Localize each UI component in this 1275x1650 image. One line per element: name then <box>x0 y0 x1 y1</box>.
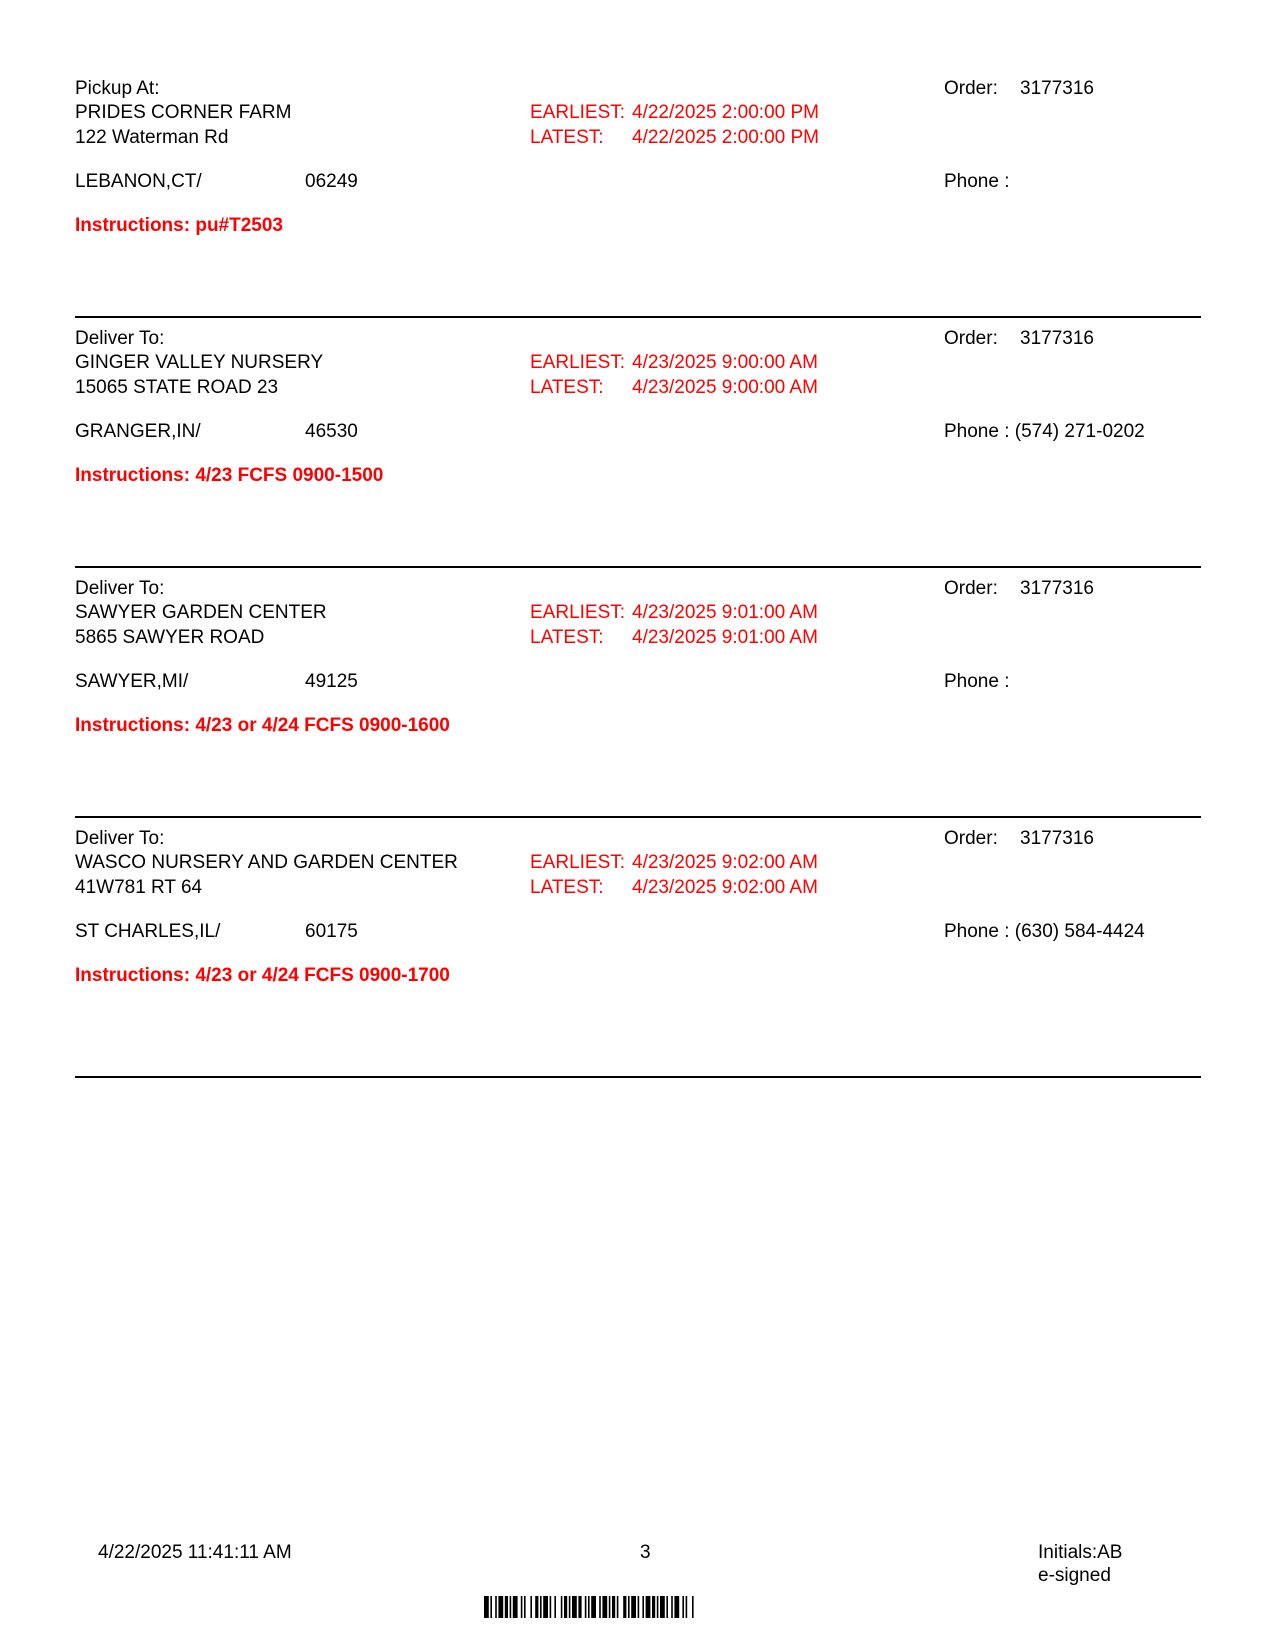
stop-city-state: ST CHARLES,IL/ <box>75 921 221 942</box>
order-label: Order: <box>944 78 998 99</box>
stop-block <box>0 320 1275 560</box>
section-divider <box>75 816 1201 818</box>
latest-label: LATEST: <box>530 877 604 898</box>
stop-instructions: Instructions: pu#T2503 <box>75 215 283 236</box>
stop-name: GINGER VALLEY NURSERY <box>75 352 324 373</box>
stop-zip: 46530 <box>305 421 358 442</box>
footer-page-number: 3 <box>640 1542 651 1563</box>
footer-initials: Initials:AB <box>1038 1542 1123 1563</box>
stop-city-state: SAWYER,MI/ <box>75 671 189 692</box>
earliest-time: 4/23/2025 9:01:00 AM <box>632 602 818 623</box>
earliest-label: EARLIEST: <box>530 852 626 873</box>
earliest-label: EARLIEST: <box>530 102 626 123</box>
order-label: Order: <box>944 328 998 349</box>
earliest-time: 4/22/2025 2:00:00 PM <box>632 102 819 123</box>
stop-instructions: Instructions: 4/23 or 4/24 FCFS 0900-1700 <box>75 965 450 986</box>
latest-label: LATEST: <box>530 127 604 148</box>
latest-time: 4/22/2025 2:00:00 PM <box>632 127 819 148</box>
latest-time: 4/23/2025 9:02:00 AM <box>632 877 818 898</box>
order-number: 3177316 <box>1020 78 1094 99</box>
order-number: 3177316 <box>1020 328 1094 349</box>
order-number: 3177316 <box>1020 828 1094 849</box>
latest-time: 4/23/2025 9:00:00 AM <box>632 377 818 398</box>
stop-type-label: Deliver To: <box>75 578 165 599</box>
stop-phone: Phone : <box>944 671 1010 692</box>
stop-block <box>0 570 1275 810</box>
earliest-label: EARLIEST: <box>530 352 626 373</box>
stop-instructions: Instructions: 4/23 FCFS 0900-1500 <box>75 465 384 486</box>
bottom-rule <box>75 1076 1201 1078</box>
stop-phone: Phone : (574) 271-0202 <box>944 421 1145 442</box>
footer-timestamp: 4/22/2025 11:41:11 AM <box>98 1542 292 1563</box>
latest-label: LATEST: <box>530 627 604 648</box>
stop-zip: 06249 <box>305 171 358 192</box>
stop-type-label: Deliver To: <box>75 328 165 349</box>
latest-label: LATEST: <box>530 377 604 398</box>
stop-phone: Phone : (630) 584-4424 <box>944 921 1145 942</box>
stop-city-state: GRANGER,IN/ <box>75 421 201 442</box>
stop-city-state: LEBANON,CT/ <box>75 171 202 192</box>
stop-address: 15065 STATE ROAD 23 <box>75 377 279 398</box>
section-divider <box>75 316 1201 318</box>
earliest-time: 4/23/2025 9:00:00 AM <box>632 352 818 373</box>
latest-time: 4/23/2025 9:01:00 AM <box>632 627 818 648</box>
section-divider <box>75 566 1201 568</box>
stop-name: SAWYER GARDEN CENTER <box>75 602 327 623</box>
stop-address: 122 Waterman Rd <box>75 127 229 148</box>
stop-type-label: Pickup At: <box>75 78 160 99</box>
stop-instructions: Instructions: 4/23 or 4/24 FCFS 0900-1600 <box>75 715 450 736</box>
stop-address: 41W781 RT 64 <box>75 877 203 898</box>
order-number: 3177316 <box>1020 578 1094 599</box>
stop-type-label: Deliver To: <box>75 828 165 849</box>
stop-phone: Phone : <box>944 171 1010 192</box>
earliest-label: EARLIEST: <box>530 602 626 623</box>
stop-zip: 49125 <box>305 671 358 692</box>
stop-block <box>0 820 1275 1060</box>
stop-zip: 60175 <box>305 921 358 942</box>
stop-block <box>0 70 1275 310</box>
stop-name: WASCO NURSERY AND GARDEN CENTER <box>75 852 458 873</box>
barcode-icon <box>484 1596 870 1618</box>
order-label: Order: <box>944 578 998 599</box>
footer-esigned: e-signed <box>1038 1565 1111 1586</box>
order-label: Order: <box>944 828 998 849</box>
earliest-time: 4/23/2025 9:02:00 AM <box>632 852 818 873</box>
stop-name: PRIDES CORNER FARM <box>75 102 292 123</box>
stop-address: 5865 SAWYER ROAD <box>75 627 265 648</box>
